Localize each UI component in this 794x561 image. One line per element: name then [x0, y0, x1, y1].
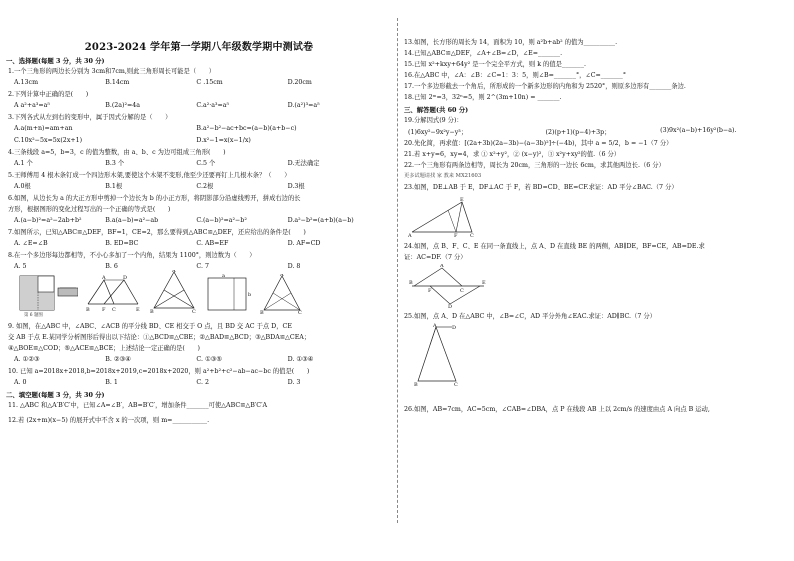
svg-text:b: b — [248, 292, 252, 298]
question-22: 22.一个三角形有两条边相等，周长为 20cm，三角形的一边长 6cm，求其他两边长.（6 分） — [404, 162, 665, 169]
option-d: D. AF=CD — [287, 240, 321, 247]
question-16: 16.在△ABC 中，∠A：∠B：∠C=1：3：5，则∠B=_______°，∠C=_______° — [404, 72, 626, 79]
svg-text:C: C — [454, 382, 458, 387]
svg-text:A: A — [102, 275, 106, 281]
figure-q6-square — [18, 274, 78, 318]
option-c: C.a²·a³=a⁵ — [196, 102, 230, 109]
question-17: 17.一个多边形截去一个角后，所形成的一个新多边形的内角和为 2520°，则原多边形有_______条边. — [404, 83, 686, 90]
question-21: 21.若 x+y=6，xy=4，求 ① x²+y²，② (x−y)²，③ x²y+xy²的值.（6 分） — [404, 151, 621, 158]
svg-text:F: F — [454, 233, 458, 238]
svg-text:B: B — [260, 310, 264, 314]
triangles-figure-image — [86, 274, 142, 314]
option-b: B. ②③④ — [105, 356, 131, 363]
part-3: (3)9x²(a−b)+16y²(b−a). — [660, 127, 737, 134]
option-b: B.a(a−b)=a²−ab — [105, 217, 159, 224]
option-b: B.a²−b²−ac+bc=(a−b)(a+b−c) — [196, 125, 297, 132]
option-d: D.(a²)³=a⁵ — [287, 102, 320, 109]
right-column — [402, 0, 790, 561]
question-7: 7.如图所示，已知△ABC≌△DEF，BF=1，CE=2，那么要得到△ABC≌△DEF，还应给出的条件是( ) — [8, 229, 306, 236]
section-choice: 一、选择题(每题 3 分，共 30 分) — [6, 57, 105, 65]
option-a: A.a(m+n)=am+an — [14, 125, 73, 132]
svg-text:A: A — [280, 274, 284, 278]
question-15: 15.已知 x²+kxy+64y² 是一个完全平方式，则 k 的值是_______. — [404, 61, 586, 68]
option-c: C. 2 — [196, 379, 209, 386]
question-3-options-row1 — [14, 124, 394, 133]
option-a: A.0根 — [14, 183, 31, 190]
option-b: B.14cm — [105, 79, 130, 86]
question-6: 6.如图，从边长为 a 的大正方形中剪掉一个边长为 b 的小正方形，将阴影部分沿虚线剪开，拼成右边的长 — [8, 195, 301, 202]
left-column — [4, 0, 394, 561]
watermark-text: 更多试题请找 家 教来 MX21603 — [404, 173, 482, 179]
option-d: D.无法确定 — [287, 160, 320, 167]
option-b: B.3 个 — [105, 160, 125, 167]
question-18: 18.已知 2ᵐ=3，32ⁿ=5，则 2^(3m+10n) = _______. — [404, 94, 562, 101]
question-8-options — [14, 262, 394, 271]
svg-text:B: B — [414, 382, 418, 387]
question-24: 24.如图，点 B、F、C、E 在同一条直线上，点 A、D 在直线 BE 的两侧，AB∥DE，BF=CE，AB=DE.求 — [404, 243, 705, 250]
question-1: 1.一个三角形的两边长分别为 3cm和7cm,则此三角形周长可能是（ ） — [8, 68, 216, 75]
question-25: 25.如图，点 A、D 在△ABC 中，∠B=∠C，AD 平分外角∠EAC.求证：AD∥BC.（7 分） — [404, 313, 656, 320]
option-a: A. ①②③ — [14, 356, 40, 363]
option-c: C.10x²−5x=5x(2x+1) — [14, 137, 83, 144]
option-a: A. 5 — [14, 263, 27, 270]
svg-text:F: F — [428, 288, 432, 294]
figure-q9-triangle — [150, 270, 198, 318]
question-9-cont2: ④△BOE≌△COD；⑤△ACE≌△BCE；上述结论一定正确的是( ) — [8, 345, 200, 352]
part-1: (1)6xy²−9x²y−y³； — [408, 129, 468, 136]
svg-text:E: E — [460, 197, 464, 203]
option-b: B.1根 — [105, 183, 123, 190]
section-solve: 三、解答题(共 60 分) — [404, 106, 469, 114]
option-a: A.(a−b)²=a²−2ab+b² — [14, 217, 82, 224]
page-title: 2023-2024 学年第一学期八年级数学期中测试卷 — [84, 42, 314, 53]
question-13: 13.如图，长方形的周长为 14，面积为 10，则 a²b+ab² 的值为__________. — [404, 39, 618, 46]
question-19-parts — [408, 127, 790, 136]
triangle-de-figure-image — [260, 274, 304, 314]
figure-q23 — [408, 194, 478, 238]
question-23: 23.如图，DE⊥AB 于 E，DF⊥AC 于 F，若 BD=CD、BE=CF.求证：AD 平分∠BAC.（7 分） — [404, 184, 678, 191]
svg-text:D: D — [448, 304, 453, 308]
option-c: C .15cm — [196, 79, 223, 86]
option-d: D.a²−b²=(a+b)(a−b) — [287, 217, 354, 224]
option-a: A a²+a³=a⁵ — [14, 102, 50, 109]
question-24-cont: 证：AC=DF.（7 分） — [404, 254, 467, 261]
svg-text:B: B — [150, 309, 154, 314]
question-1-options — [14, 78, 394, 87]
question-5-options — [14, 182, 394, 191]
svg-text:E: E — [136, 307, 140, 313]
svg-text:C: C — [470, 233, 474, 238]
svg-text:A: A — [408, 233, 412, 238]
part-2: (2)(p+1)(p−4)+3p； — [545, 129, 611, 136]
svg-text:B: B — [409, 280, 413, 286]
svg-text:C: C — [460, 288, 464, 294]
svg-text:C: C — [112, 307, 116, 313]
rectangle-figure-image — [206, 274, 252, 314]
option-c: C. 7 — [196, 263, 209, 270]
figure-note: 第 6 题图 — [24, 313, 43, 318]
option-b: B. 1 — [105, 379, 118, 386]
option-d: D. ①③④ — [287, 356, 314, 363]
svg-text:E: E — [482, 280, 486, 286]
svg-text:D: D — [123, 275, 128, 281]
option-b: B.(2a)²=4a — [105, 102, 141, 109]
question-7-options — [14, 239, 394, 248]
option-c: C.2根 — [196, 183, 214, 190]
question-9-cont1: 交 AB 于点 E.某同学分析图形后得出以下结论：①△BCD≌△CBE；②△BAD≌△BCD；③△BDA≌△CEA； — [8, 334, 311, 341]
option-d: D. 3 — [287, 379, 301, 386]
question-10: 10. 已知 a=2018x+2018,b=2018x+2019,c=2018x+2020，则 a²+b²+c²−ab−ac−bc 的值是( ) — [8, 368, 310, 375]
question-3-options-row2 — [14, 136, 394, 145]
option-c: C.5 个 — [196, 160, 216, 167]
svg-text:C: C — [192, 309, 196, 314]
svg-text:B: B — [86, 307, 90, 313]
question-2: 2.下列计算中正确的是( ) — [8, 91, 89, 98]
svg-text:A: A — [440, 264, 444, 269]
question-26: 26.如图，AB=7cm，AC=5cm，∠CAB=∠DBA，点 P 在线段 AB 上以 2cm/s 的速度由点 A 向点 B 运动, — [404, 406, 710, 413]
svg-text:C: C — [298, 310, 302, 314]
figure-row — [18, 270, 394, 318]
svg-text:a: a — [222, 274, 225, 279]
option-a: A.13cm — [14, 79, 39, 86]
option-c: C.(a−b)²=a²−b² — [196, 217, 247, 224]
question-10-options — [14, 378, 394, 387]
svg-text:F: F — [102, 307, 106, 313]
option-d: D. 8 — [287, 263, 301, 270]
question-3: 3.下列各式从左到右的变形中，属于因式分解的是（ ） — [8, 114, 172, 121]
question-9: 9. 如图，在△ABC 中，∠ABC、∠ACB 的平分线 BD、CE 相交于 O 点，且 BD 交 AC 于点 D，CE — [8, 323, 292, 330]
question-19: 19.分解因式(9 分)： — [404, 117, 463, 124]
question-6-options — [14, 216, 394, 225]
question-4-options — [14, 159, 394, 168]
question-14: 14.已知△ABC≌△DEF，∠A+∠B=∠D，∠E=_______. — [404, 50, 563, 57]
question-9-options — [14, 355, 394, 364]
option-c: C. AB=EF — [196, 240, 229, 247]
option-d: D.3根 — [287, 183, 305, 190]
option-a: A. 0 — [14, 379, 27, 386]
option-d: D.x²−1=x(x−1/x) — [196, 137, 251, 144]
figure-q24 — [408, 264, 488, 308]
svg-text:A: A — [433, 323, 437, 329]
question-2-options — [14, 101, 394, 110]
question-5: 5.王师傅用 4 根木条钉成一个四边形木架,要使这个木架不变形,他至少还要再钉上几根木条？（ ） — [8, 172, 291, 179]
option-d: D.20cm — [287, 79, 312, 86]
figure-q7-triangles — [86, 274, 142, 318]
option-b: B. 6 — [105, 263, 118, 270]
option-c: C. ①③⑤ — [196, 356, 222, 363]
question-11: 11. △ABC 和△A′B′C′中，已知∠A=∠B′，AB=B′C′，增加条件_______可使△ABC≌△B′C′A — [8, 402, 268, 409]
question-8: 8.在一个多边形每边都相等，不小心多加了一个内角，结果为 1100°，则边数为（ ） — [8, 252, 256, 259]
angle-bisector-figure-image — [150, 270, 198, 314]
figure-triangle-de — [260, 274, 304, 318]
option-b: B. ED=BC — [105, 240, 139, 247]
option-a: A.1 个 — [14, 160, 33, 167]
question-20: 20.先化简，再求值：[(2a+3b)(2a−3b)−(a−3b)²]÷(−4b)，其中 a = 5/2，b = −1（7 分） — [404, 140, 673, 147]
question-4: 4.三条线段 a=5，b=3，c 的值为整数，由 a、b、c 为边可组成三角形( ) — [8, 149, 226, 156]
option-a: A. ∠E=∠B — [14, 240, 48, 247]
svg-text:A: A — [172, 270, 176, 274]
section-fill: 二、填空题(每题 3 分，共 30 分) — [6, 391, 105, 399]
svg-text:D: D — [452, 325, 457, 331]
figure-rectangle — [206, 274, 252, 318]
question-6-cont: 方形，根据图形的变化过程写出的一个正确的等式是( ) — [8, 206, 171, 213]
figure-q25 — [412, 323, 462, 387]
column-divider — [397, 18, 398, 523]
question-12: 12.若 (2x+m)(x−5) 的展开式中不含 x 的一次项，则 m=___________. — [8, 417, 210, 424]
square-figure-image — [18, 274, 78, 314]
